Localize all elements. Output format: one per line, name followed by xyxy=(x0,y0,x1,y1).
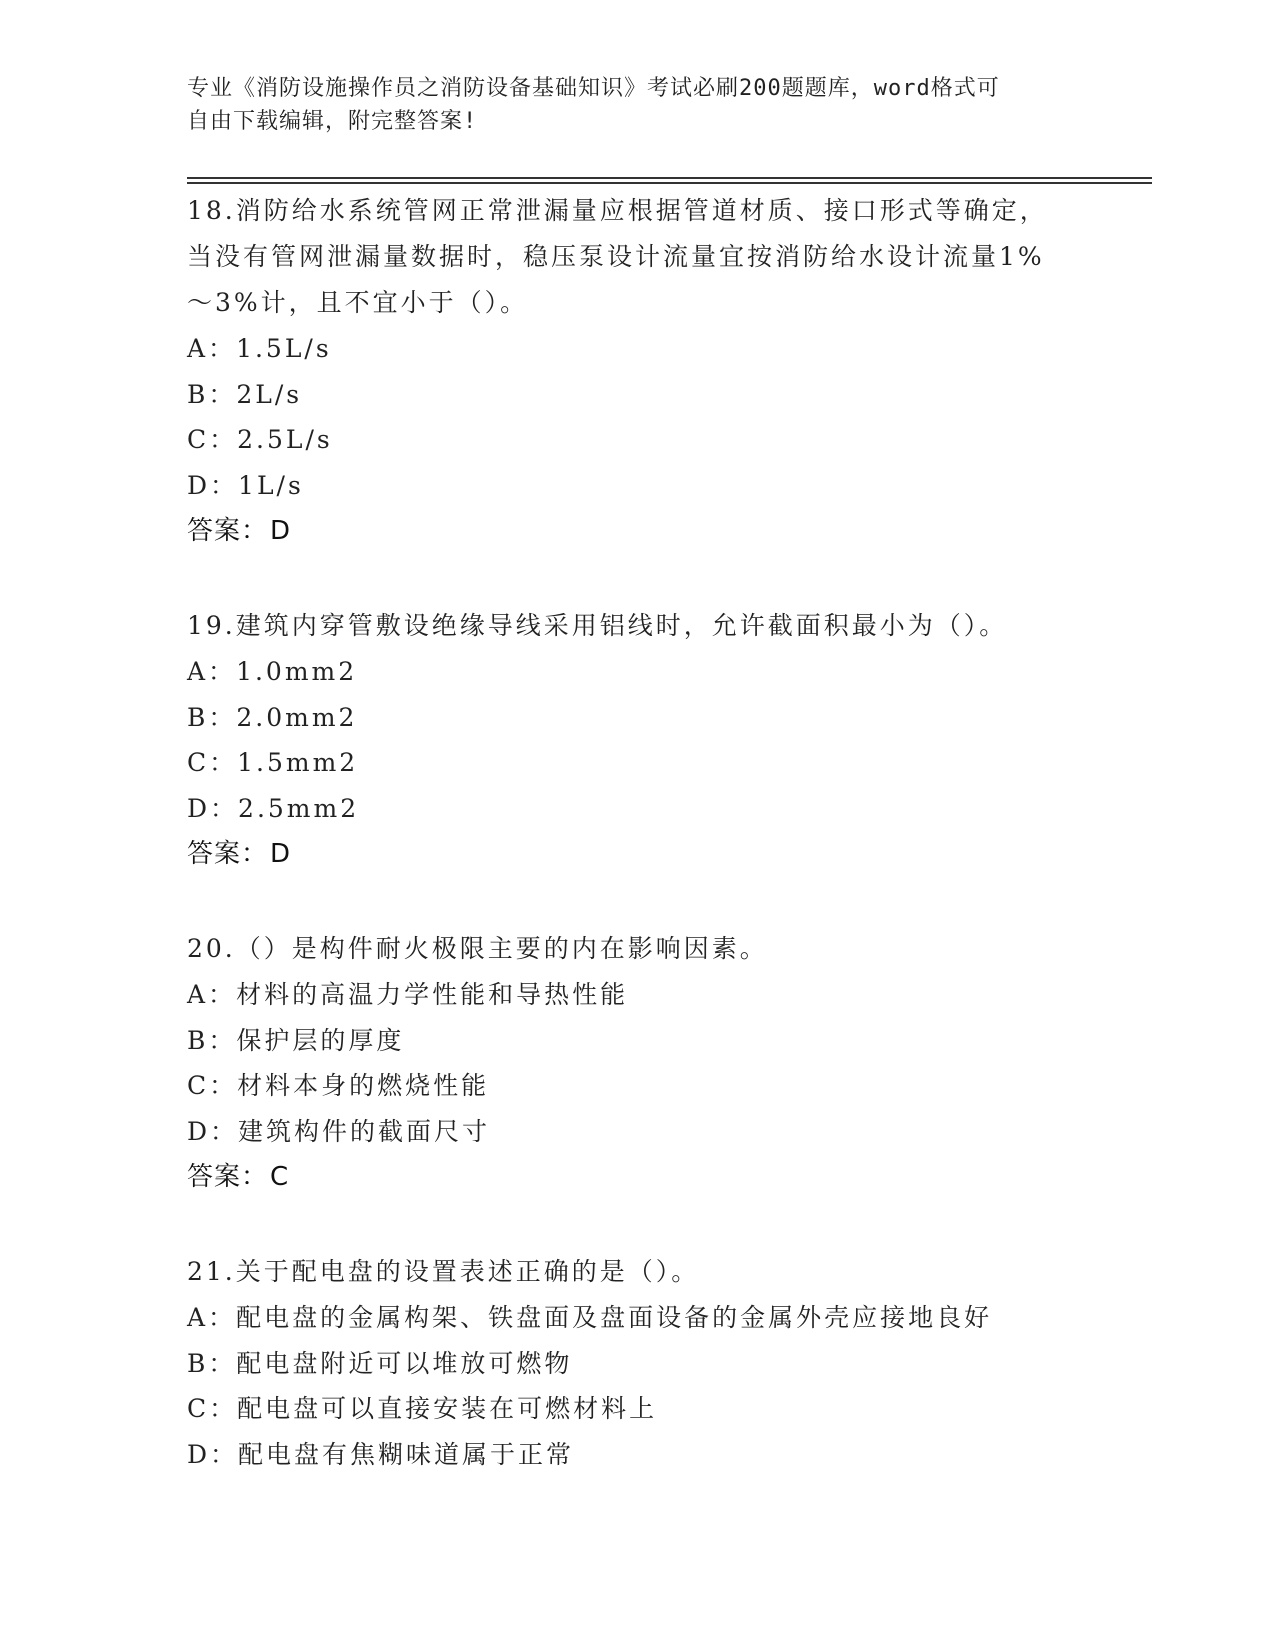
option-letter: C： xyxy=(187,1071,238,1100)
option-letter: A： xyxy=(187,1303,237,1332)
option-text: 材料的高温力学性能和导热性能 xyxy=(236,980,629,1009)
option-b xyxy=(187,695,1087,741)
option-text: 配电盘的金属构架、铁盘面及盘面设备的金属外壳应接地良好 xyxy=(236,1303,993,1332)
option-letter: D： xyxy=(187,793,239,823)
option-d xyxy=(187,1109,1087,1155)
question-stem-line: 18.消防给水系统管网正常泄漏量应根据管道材质、接口形式等确定， xyxy=(187,196,1048,225)
answer-label: 答案： xyxy=(187,516,269,546)
option-letter: A： xyxy=(187,657,237,686)
option-text: 2L/s xyxy=(236,379,303,409)
option-letter: D： xyxy=(187,1439,239,1469)
option-text: 配电盘有焦糊味道属于正常 xyxy=(238,1439,575,1469)
rule-line-bottom xyxy=(187,182,1152,184)
answer-value: D xyxy=(270,839,292,869)
option-a xyxy=(187,972,1087,1018)
option-a xyxy=(187,326,1087,372)
option-c xyxy=(187,417,1087,463)
answer-label: 答案： xyxy=(187,839,269,869)
header-line-1: 专业《消防设施操作员之消防设备基础知识》考试必刷200题题库，word格式可 xyxy=(187,76,1000,101)
option-text: 配电盘可以直接安装在可燃材料上 xyxy=(237,1394,658,1423)
option-letter: B： xyxy=(187,702,237,732)
option-text: 1.0mm2 xyxy=(236,657,358,686)
answer-value: C xyxy=(270,1162,290,1192)
question-stem-line: 21.关于配电盘的设置表述正确的是（）。 xyxy=(187,1257,700,1286)
option-a xyxy=(187,649,1087,695)
question-19 xyxy=(187,603,1087,877)
option-text: 1L/s xyxy=(238,470,304,500)
option-text: 2.0mm2 xyxy=(236,702,358,732)
option-b xyxy=(187,1018,1087,1064)
rule-line-top xyxy=(187,177,1152,179)
question-18 xyxy=(187,188,1087,554)
option-d xyxy=(187,463,1087,509)
option-c xyxy=(187,740,1087,786)
option-c xyxy=(187,1063,1087,1109)
answer-line xyxy=(187,1154,1087,1200)
option-text: 保护层的厚度 xyxy=(236,1025,405,1055)
option-letter: C： xyxy=(187,748,238,777)
option-letter: D： xyxy=(187,1116,239,1146)
header-line-2: 自由下载编辑，附完整答案! xyxy=(187,109,478,134)
option-letter: B： xyxy=(187,1025,237,1055)
question-list xyxy=(187,188,1087,1526)
option-letter: D： xyxy=(187,470,239,500)
question-stem-line: ～3%计，且不宜小于（）。 xyxy=(187,288,529,317)
option-letter: A： xyxy=(187,980,237,1009)
answer-line xyxy=(187,508,1087,554)
option-d xyxy=(187,786,1087,832)
option-text: 2.5L/s xyxy=(237,425,333,454)
question-stem-line: 19.建筑内穿管敷设绝缘导线采用铝线时，允许截面积最小为（）。 xyxy=(187,611,1008,640)
answer-label: 答案： xyxy=(187,1162,269,1192)
document-header xyxy=(187,72,1087,138)
question-stem-line: 当没有管网泄漏量数据时，稳压泵设计流量宜按消防给水设计流量1% xyxy=(187,242,1045,271)
answer-value: D xyxy=(270,516,292,546)
option-letter: C： xyxy=(187,425,238,454)
question-stem-line: 20.（）是构件耐火极限主要的内在影响因素。 xyxy=(187,934,768,963)
option-text: 材料本身的燃烧性能 xyxy=(237,1071,490,1100)
question-21 xyxy=(187,1249,1087,1477)
option-d xyxy=(187,1432,1087,1478)
answer-line xyxy=(187,831,1087,877)
option-text: 1.5mm2 xyxy=(237,748,359,777)
option-b xyxy=(187,1341,1087,1387)
option-letter: B： xyxy=(187,1348,237,1378)
question-20 xyxy=(187,926,1087,1200)
option-c xyxy=(187,1386,1087,1432)
option-text: 配电盘附近可以堆放可燃物 xyxy=(236,1348,573,1378)
option-text: 2.5mm2 xyxy=(238,793,360,823)
option-text: 建筑构件的截面尺寸 xyxy=(238,1116,491,1146)
option-a xyxy=(187,1295,1087,1341)
option-text: 1.5L/s xyxy=(236,334,332,363)
option-letter: A： xyxy=(187,334,237,363)
option-letter: C： xyxy=(187,1394,238,1423)
option-letter: B： xyxy=(187,379,237,409)
option-b xyxy=(187,372,1087,418)
